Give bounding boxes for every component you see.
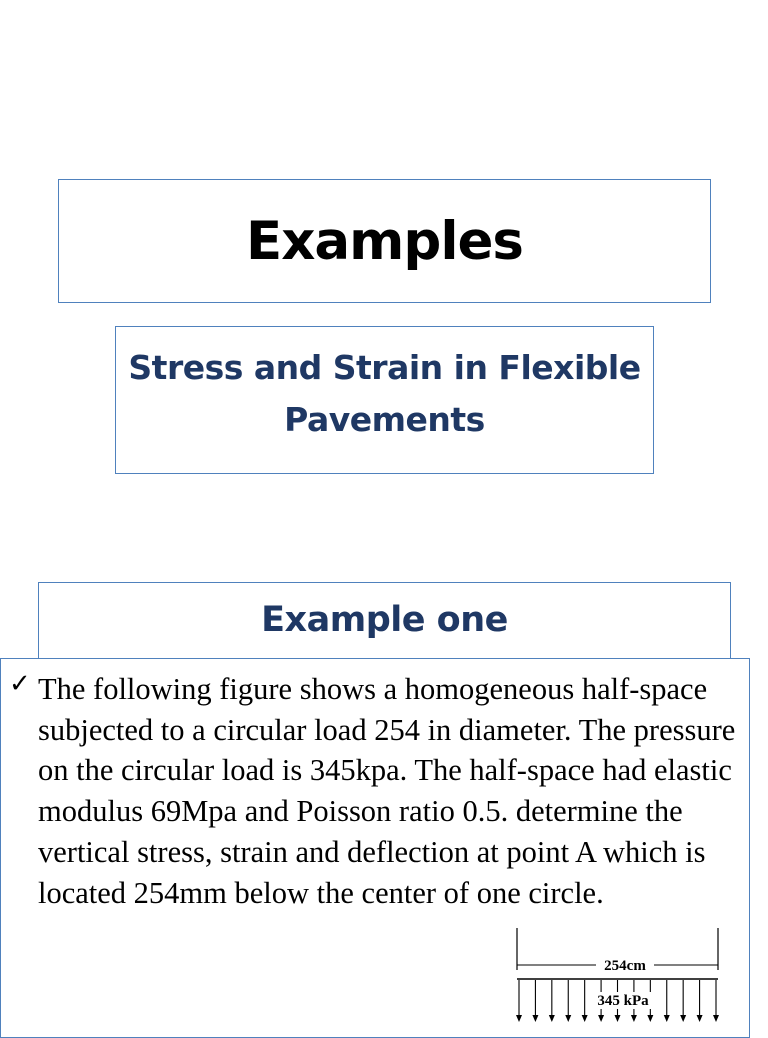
load-arrow-head bbox=[713, 1015, 719, 1022]
load-arrow-head bbox=[680, 1015, 686, 1022]
load-arrow-head bbox=[647, 1015, 653, 1022]
load-arrow-head bbox=[615, 1015, 621, 1022]
problem-statement: The following figure shows a homogeneous half-space subjected to a circular load 254 in diameter. The pressure on the circular load is 345kpa. The half-space had elastic modulus 69Mpa and Poisson ratio 0.5. determine the vertical stress, strain and deflection at point A which is located 254mm below the center of one circle. bbox=[38, 672, 736, 910]
slide-title: Examples bbox=[246, 210, 523, 272]
diameter-label: 254cm bbox=[604, 958, 646, 974]
load-arrow-head bbox=[664, 1015, 670, 1022]
check-icon: ✓ bbox=[9, 669, 31, 699]
load-arrow-head bbox=[582, 1015, 588, 1022]
load-arrow-head bbox=[565, 1015, 571, 1022]
title-slide-title-box bbox=[58, 179, 711, 303]
slide-subtitle: Stress and Strain in Flexible Pavements bbox=[128, 348, 641, 439]
load-diagram-figure bbox=[510, 925, 730, 1024]
load-arrow-head bbox=[631, 1015, 637, 1022]
load-arrow-head bbox=[549, 1015, 555, 1022]
load-arrow-head bbox=[697, 1015, 703, 1022]
load-diagram-svg bbox=[510, 925, 730, 1024]
load-arrow-head bbox=[516, 1015, 522, 1022]
load-arrow-head bbox=[598, 1015, 604, 1022]
example-heading: Example one bbox=[261, 600, 508, 640]
load-arrow-head bbox=[532, 1015, 538, 1022]
pressure-label: 345 kPa bbox=[597, 993, 649, 1009]
title-slide-subtitle-box bbox=[115, 326, 654, 474]
